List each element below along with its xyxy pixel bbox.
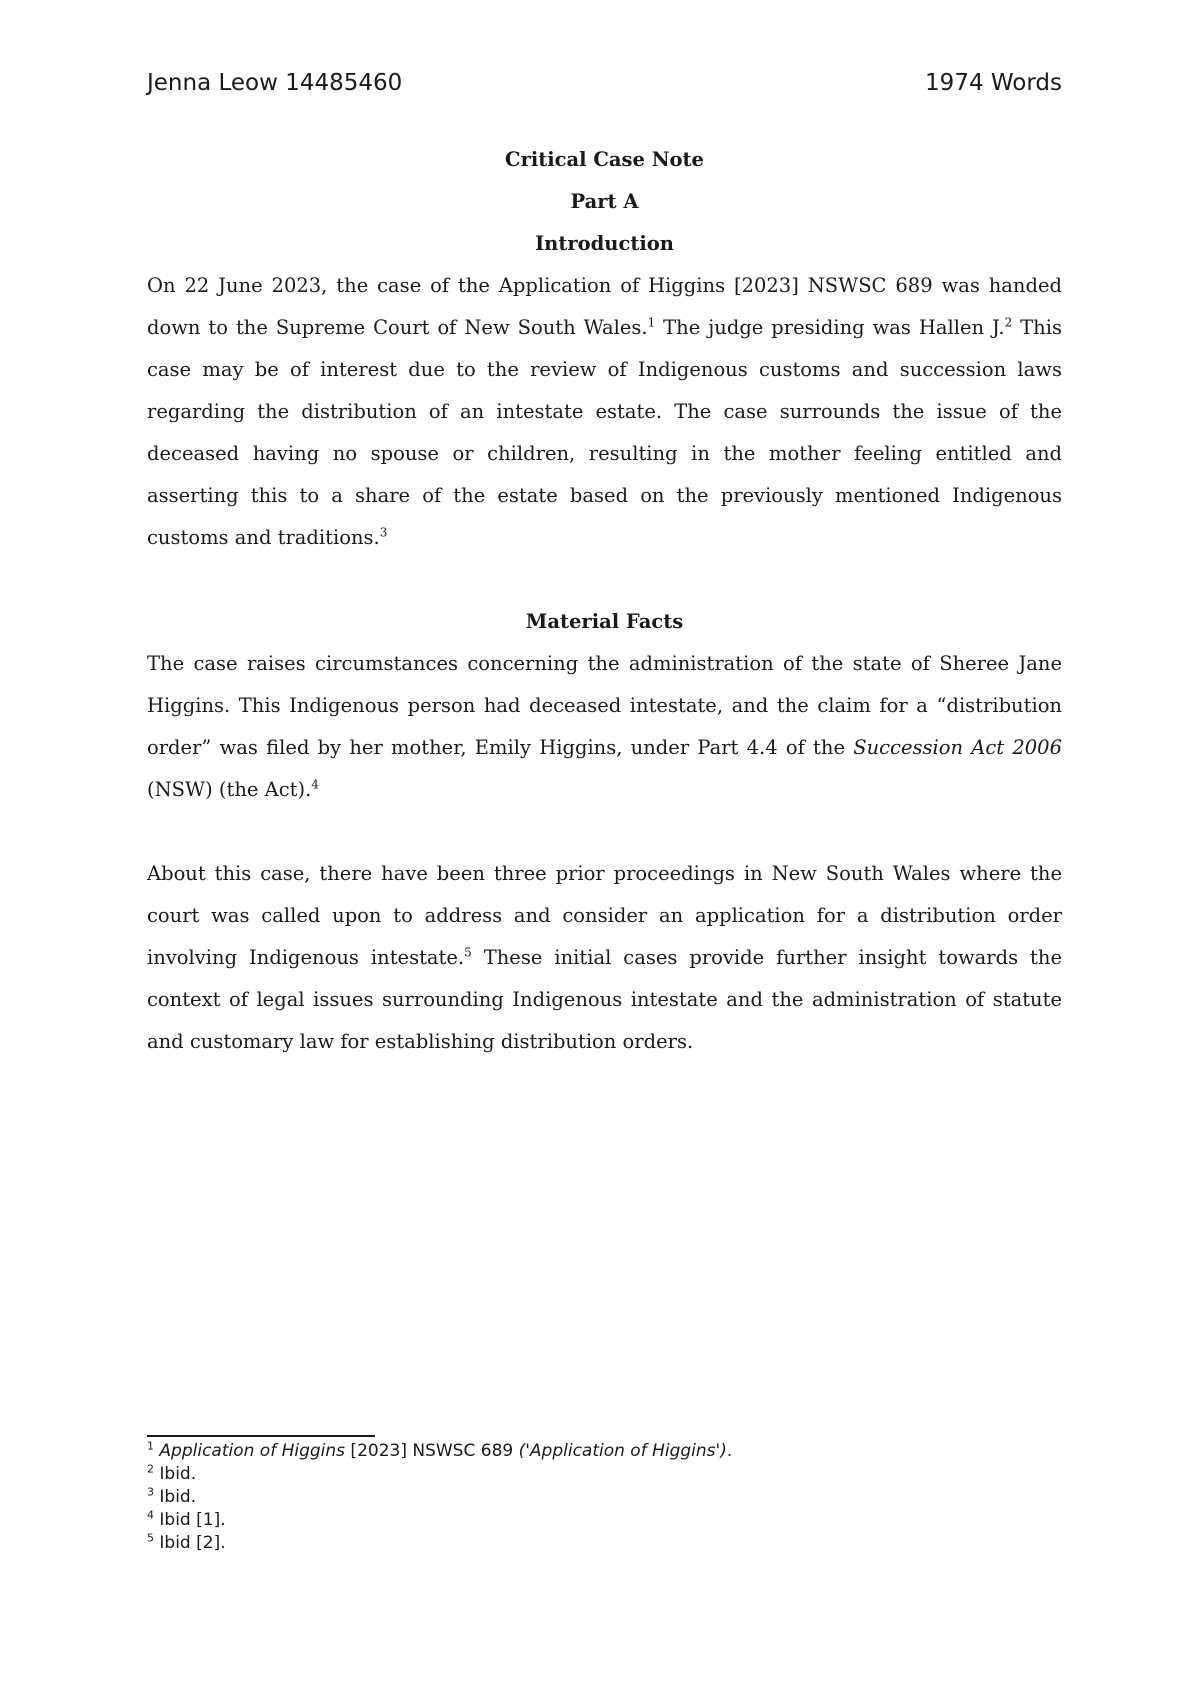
facts2-text-1: About this case, there have been three prior proceedings in New South Wales where the court was called upon to address and consider an application for a distribution order involving Indigenous intestate. — [147, 862, 1062, 969]
footnotes-section — [147, 1440, 1047, 1555]
part-heading: Part A — [570, 190, 639, 213]
intro-text-1: On 22 June 2023, the case of the Application of Higgins [2023] NSWSC 689 was handed down to the Supreme Court of New South Wales. — [147, 274, 1062, 339]
footnote-end: . — [726, 1441, 733, 1461]
header-author: Jenna Leow 14485460 — [147, 70, 403, 96]
footnote-text-3: Ibid. — [154, 1487, 197, 1507]
intro-text-2: The judge presiding was Hallen J. — [655, 316, 1005, 339]
footnote-text-5: Ibid [2]. — [154, 1533, 226, 1553]
footnote-ref-1: 1 — [647, 315, 656, 330]
material-facts-paragraph-1 — [147, 643, 1062, 811]
footnote-ref-2: 2 — [1004, 315, 1013, 330]
footnote-mark-5: 5 — [147, 1531, 154, 1545]
footnote-case-name: Application of Higgins — [159, 1441, 346, 1461]
footnote-2 — [147, 1463, 1047, 1486]
spacer — [147, 811, 1062, 853]
footnote-short-title: ('Application of Higgins') — [518, 1441, 727, 1461]
footnote-mark-4: 4 — [147, 1508, 154, 1522]
introduction-heading: Introduction — [535, 232, 674, 255]
footnote-mark-2: 2 — [147, 1462, 154, 1476]
spacer — [147, 559, 1062, 601]
footnote-text-4: Ibid [1]. — [154, 1510, 226, 1530]
act-name: Succession Act 2006 — [853, 736, 1062, 759]
document-title: Critical Case Note — [505, 148, 704, 171]
footnote-4 — [147, 1509, 1047, 1532]
facts1-text-2: (NSW) (the Act). — [147, 778, 312, 801]
footnote-3 — [147, 1486, 1047, 1509]
footnote-mark-1: 1 — [147, 1439, 154, 1453]
footnote-separator — [147, 1435, 375, 1437]
document-body — [147, 139, 1062, 1063]
footnote-text-2: Ibid. — [154, 1464, 197, 1484]
intro-text-3: This case may be of interest due to the review of Indigenous customs and succession laws regarding the distribution of an intestate estate. The case surrounds the issue of the deceased having no spouse or children, resulting in the mother feeling entitled and asserting this to a share of the estate based on the previously mentioned Indigenous customs and traditions. — [147, 316, 1062, 549]
introduction-paragraph — [147, 265, 1062, 559]
footnote-ref-3: 3 — [379, 525, 388, 540]
footnote-ref-4: 4 — [311, 777, 319, 792]
material-facts-heading: Material Facts — [525, 610, 684, 633]
header-word-count: 1974 Words — [925, 70, 1062, 96]
footnote-1 — [147, 1440, 1047, 1463]
material-facts-paragraph-2 — [147, 853, 1062, 1063]
footnote-ref-5: 5 — [464, 945, 472, 960]
facts1-text-1: The case raises circumstances concerning the administration of the state of Sheree Jane Higgins. This Indigenous person had deceased intestate, and the claim for a “distribution order” was filed by her mother, Emily Higgins, under Part 4.4 of the — [147, 652, 1062, 759]
footnote-5 — [147, 1532, 1047, 1555]
footnote-citation: [2023] NSWSC 689 — [345, 1441, 519, 1461]
facts2-text-2: These initial cases provide further insight towards the context of legal issues surrounding Indigenous intestate and the administration of statute and customary law for establishing distribution orders. — [147, 946, 1062, 1053]
footnote-mark-3: 3 — [147, 1485, 154, 1499]
page-header — [147, 70, 1062, 96]
